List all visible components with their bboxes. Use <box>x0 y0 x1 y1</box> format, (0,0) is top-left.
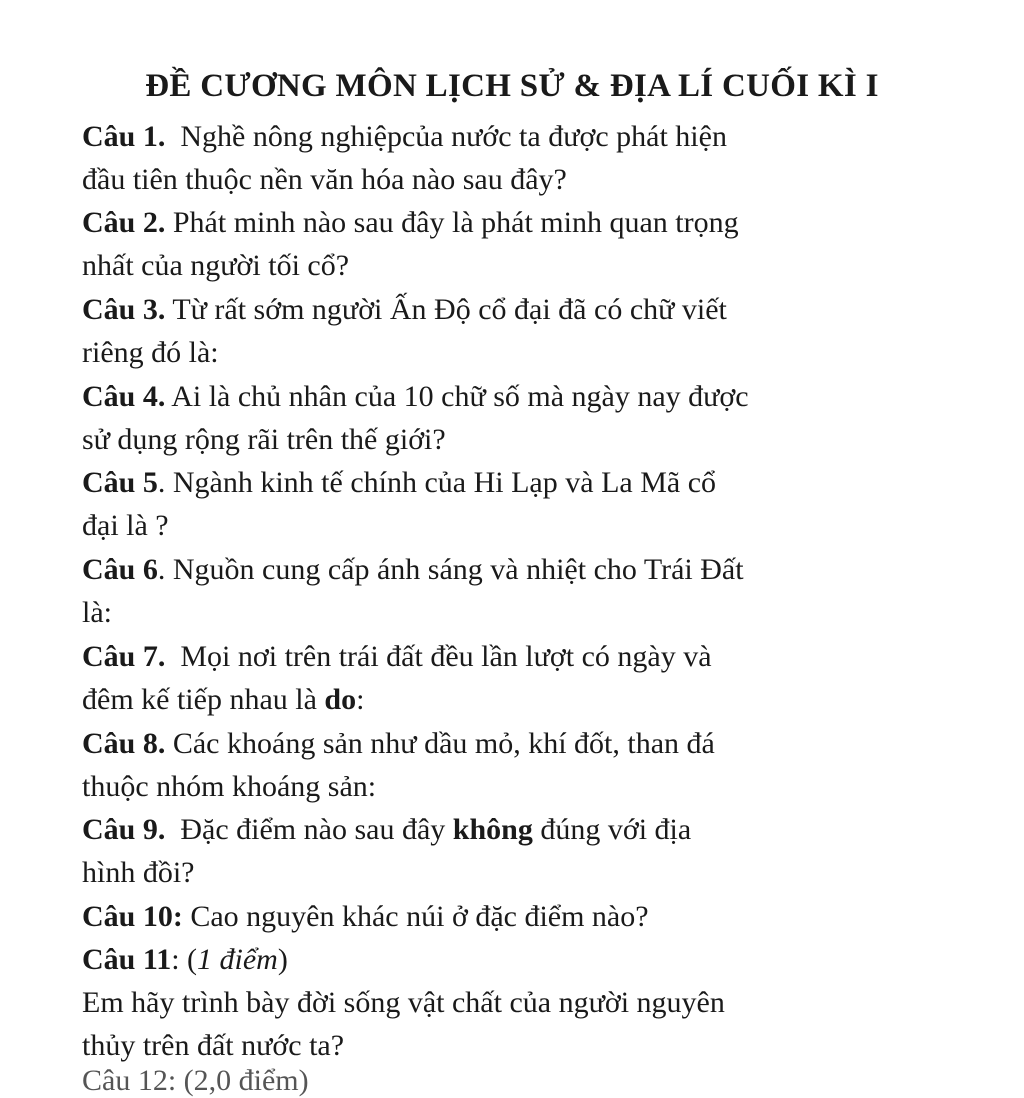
question-11 <box>82 943 288 977</box>
question-text: . Nguồn cung cấp ánh sáng và nhiệt cho Trái Đất <box>157 553 744 586</box>
question-text: . Ngành kinh tế chính của Hi Lạp và La Mã cổ <box>157 466 717 499</box>
continuation-text: : <box>356 683 365 716</box>
question-2 <box>82 206 739 240</box>
question-4 <box>82 380 749 414</box>
question-8 <box>82 727 715 761</box>
question-text: Đặc điểm nào sau đây <box>180 813 453 846</box>
question-7-continuation <box>82 683 364 717</box>
question-1 <box>82 120 727 154</box>
question-text: Ai là chủ nhân của 10 chữ số mà ngày nay được <box>171 380 749 413</box>
question-label: Câu 2. <box>82 206 166 239</box>
question-label: Câu 10: <box>82 900 183 933</box>
question-label: Câu 11 <box>82 943 172 976</box>
page-title: ĐỀ CƯƠNG MÔN LỊCH SỬ & ĐỊA LÍ CUỐI KÌ I <box>145 68 879 104</box>
question-label: Câu 5 <box>82 466 158 499</box>
emphasis-text: do <box>324 683 357 716</box>
question-text: Phát minh nào sau đây là phát minh quan trọng <box>172 206 739 239</box>
question-2-continuation: nhất của người tối cổ? <box>82 249 350 282</box>
question-text: Các khoáng sản như dầu mỏ, khí đốt, than đá <box>172 727 715 760</box>
question-label: Câu 3. <box>82 293 166 326</box>
emphasis-text: không <box>452 813 533 846</box>
question-text: đúng với địa <box>532 813 692 846</box>
question-6-continuation: là: <box>82 596 112 629</box>
question-label: Câu 7. <box>82 640 166 673</box>
question-1-continuation: đầu tiên thuộc nền văn hóa nào sau đây? <box>82 163 567 196</box>
question-11-text: Em hãy trình bày đời sống vật chất của người nguyên <box>82 986 725 1019</box>
question-11-continuation: thủy trên đất nước ta? <box>82 1029 345 1062</box>
question-3-continuation: riêng đó là: <box>82 336 219 369</box>
question-6 <box>82 553 744 587</box>
question-3 <box>82 293 727 327</box>
points-bracket: ) <box>277 943 288 976</box>
question-label: Câu 1. <box>82 120 166 153</box>
question-9 <box>82 813 691 847</box>
cropped-next-line <box>82 1064 402 1097</box>
question-label: Câu 9. <box>82 813 166 846</box>
question-10 <box>82 900 649 934</box>
question-text: Cao nguyên khác núi ở đặc điểm nào? <box>190 900 649 933</box>
question-8-continuation: thuộc nhóm khoáng sản: <box>82 770 377 803</box>
question-text: Mọi nơi trên trái đất đều lần lượt có ngày và <box>180 640 712 673</box>
question-7 <box>82 640 712 674</box>
points-bracket: : ( <box>171 943 198 976</box>
points-value: 1 điểm <box>197 943 278 976</box>
question-5 <box>82 466 716 500</box>
question-9-continuation: hình đồi? <box>82 856 195 889</box>
question-text: Nghề nông nghiệpcủa nước ta được phát hiện <box>180 120 727 153</box>
question-4-continuation: sử dụng rộng rãi trên thế giới? <box>82 423 446 456</box>
question-label: Câu 6 <box>82 553 158 586</box>
cropped-line-text: Câu 12: (2,0 điểm) <box>82 1064 309 1097</box>
question-label: Câu 8. <box>82 727 166 760</box>
question-text: Từ rất sớm người Ấn Độ cổ đại đã có chữ viết <box>172 293 727 326</box>
continuation-text: đêm kế tiếp nhau là <box>82 683 325 716</box>
question-5-continuation: đại là ? <box>82 509 169 542</box>
question-label: Câu 4. <box>82 380 166 413</box>
